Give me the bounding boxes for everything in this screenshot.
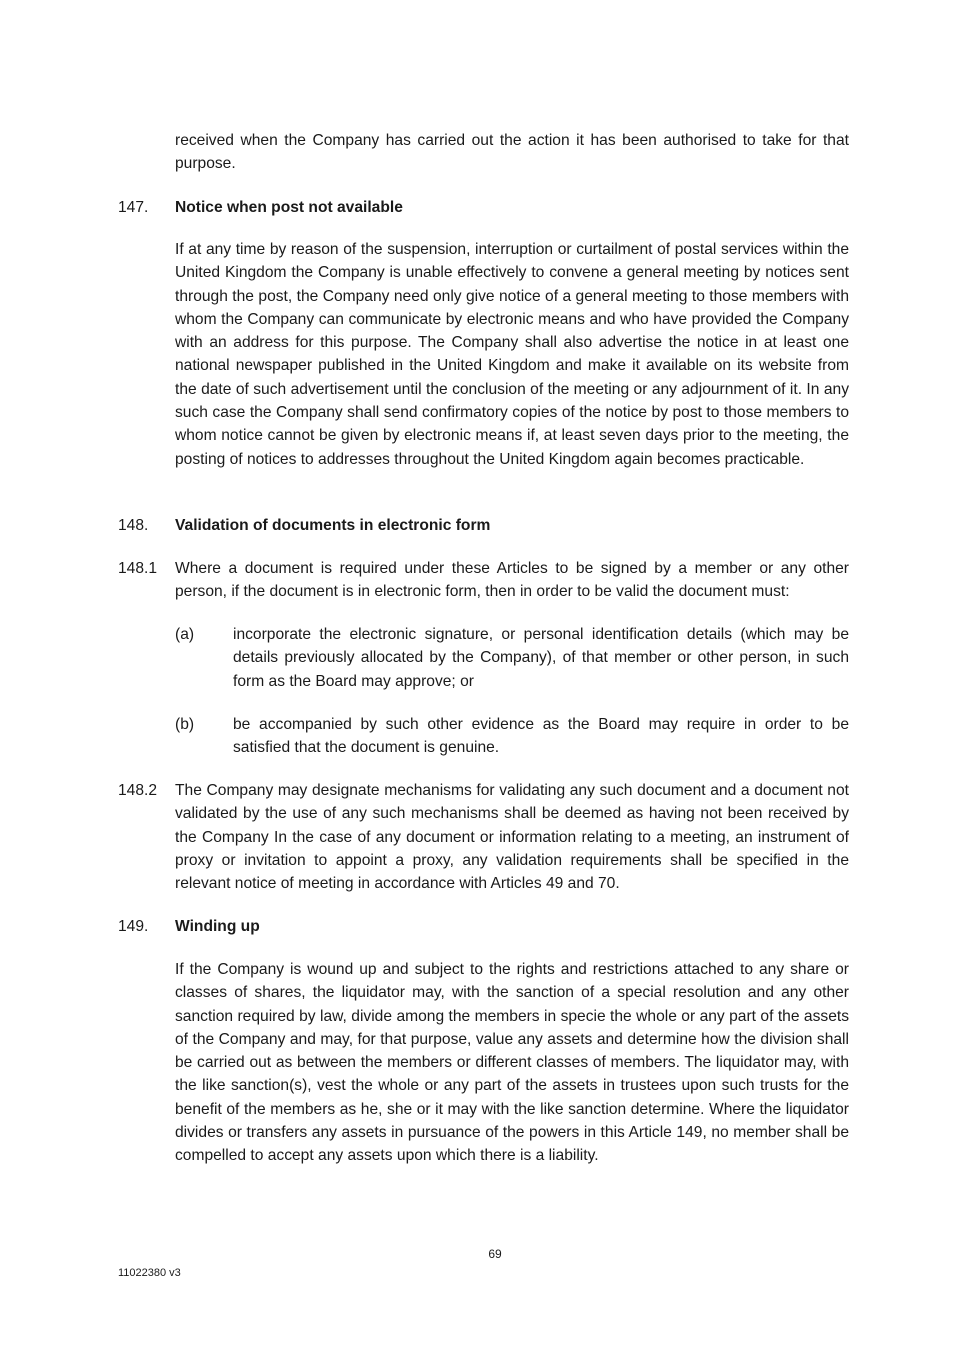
item-label-b: (b) <box>175 716 195 733</box>
section-number-149: 149. <box>118 918 149 935</box>
clause-text-148-2: The Company may designate mechanisms for validating any such document and a document not validated by the use of any such mechanisms shall be deemed as having not been received by the Company In the case of any document or information relating to a meeting, an instrument of proxy or invitation to appoint a proxy, any validation requirements shall be specified in the relevant notice of meeting in accordance with Articles 49 and 70. <box>175 782 849 893</box>
section-heading-148: Validation of documents in electronic form <box>175 517 491 534</box>
document-reference: 11022380 v3 <box>118 1267 181 1279</box>
section-body-149: If the Company is wound up and subject to the rights and restrictions attached to any share or classes of shares, the liquidator may, with the sanction of a special resolution and any other sanction required by law, divide among the members in specie the whole or any part of the assets of the Company and may, for that purpose, value any assets and determine how the division shall be carried out as between the members or different classes of members. The liquidator may, with the like sanction(s), vest the whole or any part of the assets in trustees upon such trusts for the benefit of the members as he, she or it may with the like sanction determine. Where the liquidator divides or transfers any assets in pursuance of the powers in this Article 149, no member shall be compelled to accept any assets upon which there is a liability. <box>175 961 849 1165</box>
clause-number-148-2: 148.2 <box>118 782 158 799</box>
page-number: 69 <box>488 1247 502 1261</box>
section-number-148: 148. <box>118 517 149 534</box>
item-text-b: be accompanied by such other evidence as the Board may require in order to be satisfied that the document is genuine. <box>233 716 849 757</box>
section-heading-147: Notice when post not available <box>175 199 403 216</box>
item-label-a: (a) <box>175 626 195 643</box>
clause-number-148-1: 148.1 <box>118 560 158 577</box>
section-body-147: If at any time by reason of the suspension, interruption or curtailment of postal services within the United Kingdom the Company is unable effectively to convene a general meeting by notices sent through the post, the Company need only give notice of a general meeting to those members with whom the Company can communicate by electronic means and who have provided the Company with an address for this purpose. The Company shall also advertise the notice in at least one national newspaper published in the United Kingdom and make it available on its website from the date of such advertisement until the conclusion of the meeting or any adjournment of it. In any such case the Company shall send confirmatory copies of the notice by post to those members to whom notice cannot be given by electronic means if, at least seven days prior to the meeting, the posting of notices to addresses throughout the United Kingdom again becomes practicable. <box>175 241 849 468</box>
section-heading-149: Winding up <box>175 918 260 935</box>
clause-text-148-1: Where a document is required under these Articles to be signed by a member or any other person, if the document is in electronic form, then in order to be valid the document must: <box>175 560 849 601</box>
section-number-147: 147. <box>118 199 149 216</box>
continuation-paragraph: received when the Company has carried out the action it has been authorised to take for that purpose. <box>175 132 849 173</box>
item-text-a: incorporate the electronic signature, or personal identification details (which may be details previously allocated by the Company), of that member or other person, in such form as the Board may approve; or <box>233 626 849 690</box>
